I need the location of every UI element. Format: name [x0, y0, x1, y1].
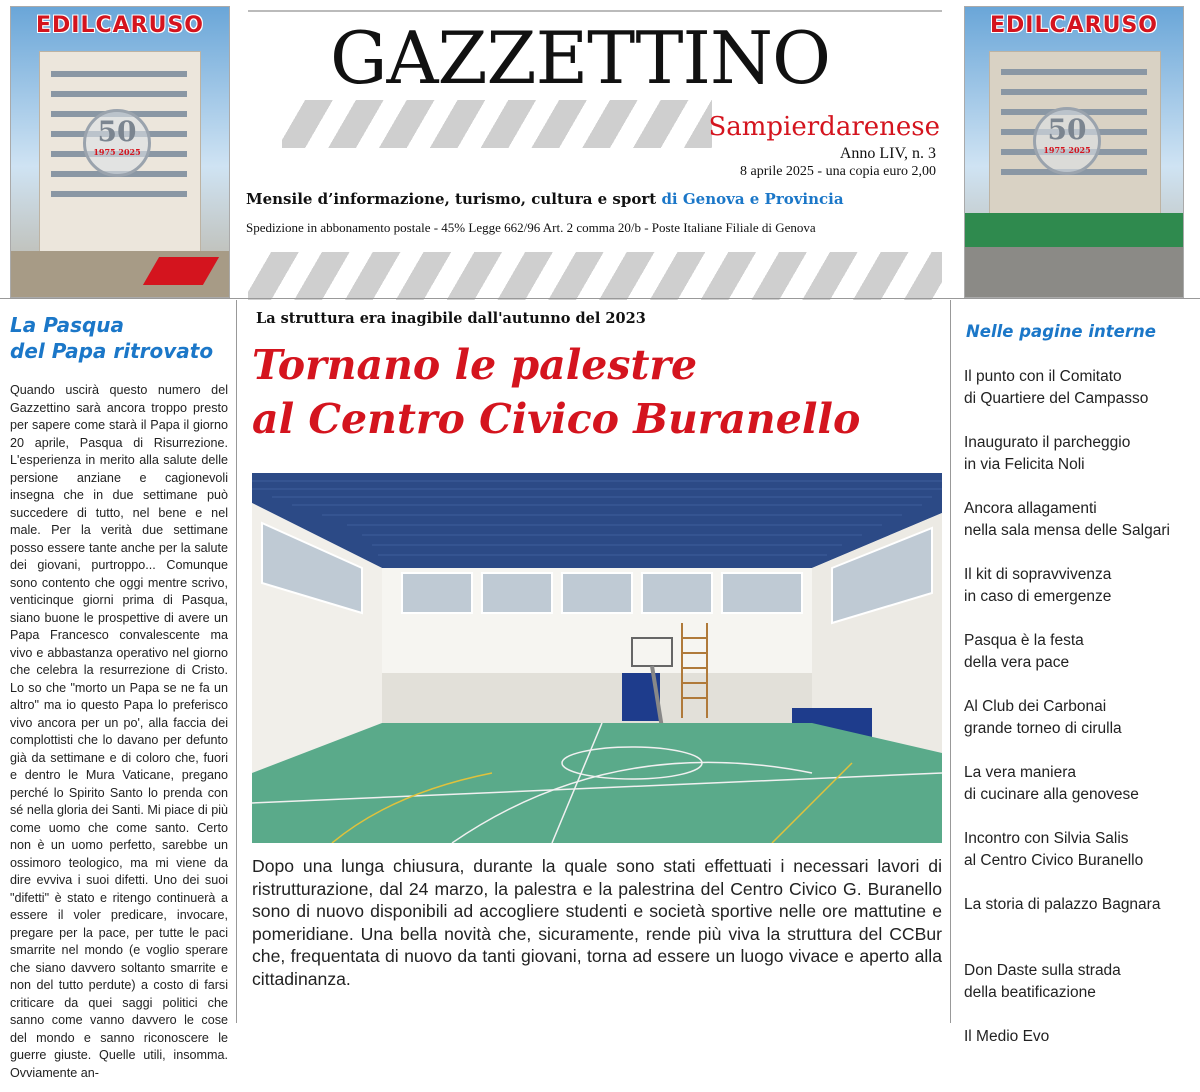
- index-item-line: Don Daste sulla strada: [964, 962, 1121, 979]
- index-item-line: Ancora allagamenti: [964, 500, 1097, 517]
- index-item-line: Il kit di sopravvivenza: [964, 566, 1112, 583]
- tagline-text: Mensile d’informazione, turismo, cultura e sport: [246, 190, 657, 208]
- index-item[interactable]: [964, 762, 1194, 828]
- index-item[interactable]: [964, 696, 1194, 762]
- ad-brand-logo: EDILCARUSO: [989, 13, 1159, 38]
- ad-right-edilcaruso[interactable]: [964, 6, 1184, 298]
- ad-brand-logo: EDILCARUSO: [35, 13, 205, 38]
- tagline-highlight: di Genova e Provincia: [661, 190, 844, 208]
- ad-left-edilcaruso[interactable]: [10, 6, 230, 298]
- issue-number: Anno LIV, n. 3: [839, 145, 936, 162]
- street: [965, 247, 1183, 297]
- column-divider: [950, 300, 951, 1023]
- article-body: Dopo una lunga chiusura, durante la quale sono stati effettuati i necessari lavori di ristrutturazione, dal 24 marzo, la palestra e la palestrina del Centro Civico G. Buranello sono di nuovo disponibili ad accogliere studenti e società sportive nelle ore mattutine e pomeridiane. Una bella novità che, sicuramente, rende più viva la struttura del CCBur che, frequentata di nuovo da tanti giovani, torna ad essere un luogo vivace e aperto alla cittadinanza.: [252, 856, 942, 989]
- column-divider: [236, 300, 237, 1023]
- index-item[interactable]: [964, 432, 1194, 498]
- wall-base: [382, 673, 812, 723]
- headline-line: Tornano le palestre: [252, 341, 698, 389]
- window-band: [1001, 69, 1147, 75]
- postal-info: Spedizione in abbonamento postale - 45% Legge 662/96 Art. 2 comma 20/b - Poste Italiane Filiale di Genova: [246, 220, 816, 235]
- index-item[interactable]: [964, 498, 1194, 564]
- issue-date-price: 8 aprile 2025 - una copia euro 2,00: [740, 164, 936, 179]
- index-item[interactable]: [964, 894, 1194, 960]
- index-item[interactable]: [964, 564, 1194, 630]
- newspaper-title: GAZZETTINO: [330, 16, 830, 100]
- index-list: [964, 366, 1194, 1092]
- index-item-line: della beatificazione: [964, 984, 1096, 1001]
- index-item[interactable]: [964, 960, 1194, 1026]
- gym-photo: [252, 473, 942, 843]
- headline-line: al Centro Civico Buranello: [252, 395, 861, 443]
- gym-illustration: [252, 473, 942, 843]
- index-item-line: Il punto con il Comitato: [964, 368, 1122, 385]
- editorial-body: Quando uscirà questo numero del Gazzettino sarà ancora troppo presto per sapere come starà il Papa il giorno 20 aprile, Pasqua di Risurrezione. L'esperienza in merito alla salute delle persione anziane e cagionevoli insegna che in due settimane può succedere di tutto, nel bene e nel male. Per la verità due settimane posso essere tante anche per la salute dei giovani, purtroppo... Comunque sono contento che oggi mentre scrivo, venticinque giorni prima di Pasqua, siano buone le prospettive di avere un Papa Francesco convalescente ma vivo e abbastanza operativo nel giorno che celebra la resurrezione di Cristo. Lo so che "morto un Papa se ne fa un altro" ma io questo Papa lo preferisco vivo ancora per un po', alla faccia dei complottisti che lo davano per defunto già da settimane e di coloro che, fuori e dentro le Mura Vaticane, pregano perché lo Spirito Santo lo prenda con sé nella gloria dei Santi. Mi piace di più come uomo che come santo. Certo non è un uomo perfetto, sarebbe un ossimoro teologico, ma mi viene da dire evviva i suoi difetti. Uno dei suoi "difetti" è stato e ritengo continuerà a essere il voler predicare, invocare, pregare per la pace, per tutte le paci smarrite nel mondo (e voglio sperare che siano davvero soltanto smarrite e non del tutto perdute) a costo di farsi criticare da quei saggi politici che sanno come vanno davvero le cose del mondo e sanno riconoscere le guerre giuste. Quelle utili, insomma. Ovviamente an-: [10, 383, 228, 1080]
- scaffold-net: [965, 213, 1183, 247]
- index-item-line: in via Felicita Noli: [964, 456, 1085, 473]
- index-item-line: della vera pace: [964, 654, 1070, 671]
- window-band: [51, 71, 187, 77]
- index-item-line: in caso di emergenze: [964, 588, 1112, 605]
- index-item-line: di cucinare alla genovese: [964, 786, 1139, 803]
- index-item[interactable]: [964, 630, 1194, 696]
- index-item-line: grande torneo di cirulla: [964, 720, 1122, 737]
- masthead-tagline: [246, 190, 844, 208]
- editorial-title-line: La Pasqua: [10, 313, 125, 337]
- editorial-title[interactable]: [10, 312, 230, 364]
- editorial-title-line: del Papa ritrovato: [10, 339, 214, 363]
- index-item-line: Al Club dei Carbonai: [964, 698, 1107, 715]
- index-item-line: di Quartiere del Campasso: [964, 390, 1149, 407]
- section-divider: [0, 298, 1200, 299]
- masthead-top-rule: [248, 10, 942, 12]
- index-item-line: Inaugurato il parcheggio: [964, 434, 1131, 451]
- index-title: Nelle pagine interne: [966, 322, 1156, 341]
- decorative-stripes: [248, 252, 942, 300]
- anniversary-emblem: 50 1975 2025: [1033, 107, 1101, 175]
- index-item-line: Pasqua è la festa: [964, 632, 1084, 649]
- newspaper-subtitle: Sampierdarenese: [708, 112, 940, 142]
- decorative-stripes: [282, 100, 712, 148]
- index-item-line: al Centro Civico Buranello: [964, 852, 1144, 869]
- index-item-line: La storia di palazzo Bagnara: [964, 896, 1161, 913]
- index-item[interactable]: [964, 828, 1194, 894]
- index-item[interactable]: [964, 1026, 1194, 1092]
- index-item-line: Il Medio Evo: [964, 1028, 1050, 1045]
- index-item-line: nella sala mensa delle Salgari: [964, 522, 1170, 539]
- index-item[interactable]: [964, 366, 1194, 432]
- index-item-line: Incontro con Silvia Salis: [964, 830, 1129, 847]
- window-band: [51, 91, 187, 97]
- index-item-line: La vera maniera: [964, 764, 1077, 781]
- article-kicker: La struttura era inagibile dall'autunno del 2023: [256, 310, 646, 327]
- window-band: [51, 191, 187, 197]
- window-band: [1001, 89, 1147, 95]
- anniversary-emblem: 50 1975 2025: [83, 109, 151, 177]
- article-headline[interactable]: [252, 338, 942, 446]
- ceiling: [252, 473, 942, 568]
